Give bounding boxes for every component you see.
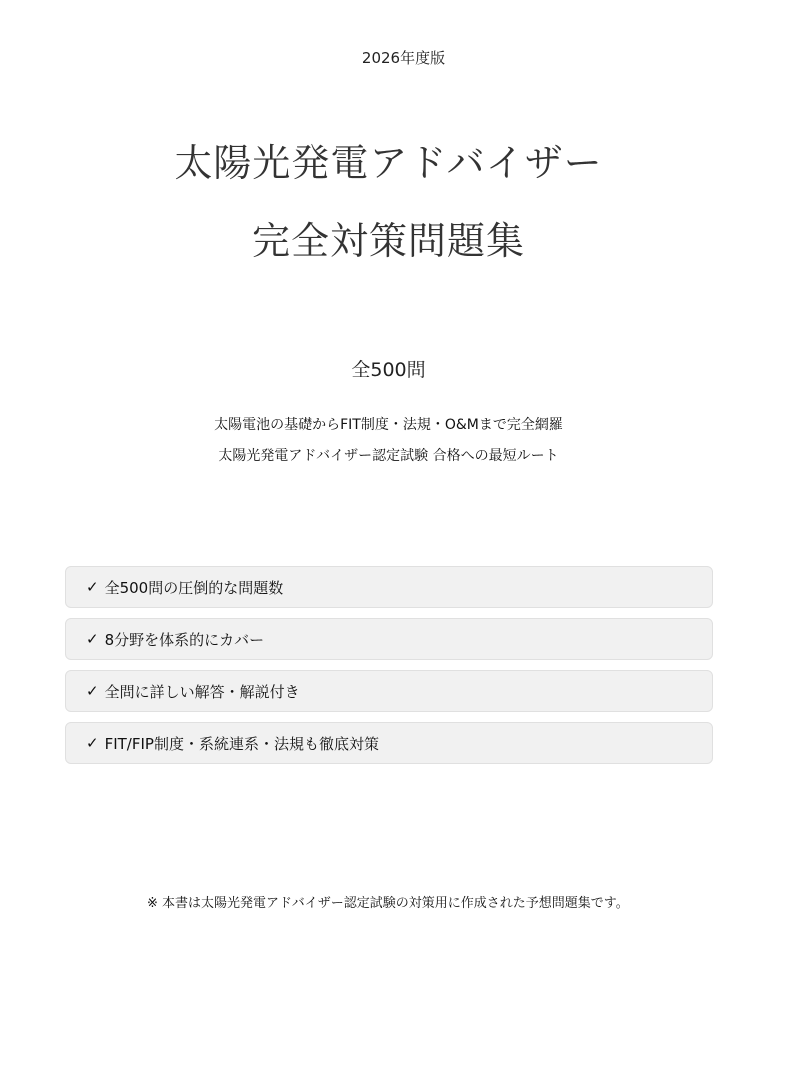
check-icon: ✓ xyxy=(86,682,99,700)
subtitle-line-1: 太陽電池の基礎からFIT制度・法規・O&Mまで完全網羅 xyxy=(214,417,563,433)
footnote: ※ 本書は太陽光発電アドバイザー認定試験の対策用に作成された予想問題集です。 xyxy=(147,896,629,911)
title-line-1: 太陽光発電アドバイザー xyxy=(174,141,603,185)
feature-item xyxy=(65,566,713,608)
check-icon: ✓ xyxy=(86,630,99,648)
feature-text: 全500問の圧倒的な問題数 xyxy=(104,578,284,597)
feature-text: 8分野を体系的にカバー xyxy=(104,630,265,649)
subtitle-line-2: 太陽光発電アドバイザー認定試験 合格への最短ルート xyxy=(218,448,559,464)
question-count: 全500問 xyxy=(351,359,426,381)
feature-text: FIT/FIP制度・系統連系・法規も徹底対策 xyxy=(104,734,379,753)
feature-item xyxy=(65,618,713,660)
title-line-2: 完全対策問題集 xyxy=(251,219,525,263)
feature-list xyxy=(65,566,713,774)
check-icon: ✓ xyxy=(86,578,99,596)
feature-item xyxy=(65,670,713,712)
feature-text: 全問に詳しい解答・解説付き xyxy=(104,682,300,701)
edition-label: 2026年度版 xyxy=(361,49,446,67)
check-icon: ✓ xyxy=(86,734,99,752)
feature-item xyxy=(65,722,713,764)
